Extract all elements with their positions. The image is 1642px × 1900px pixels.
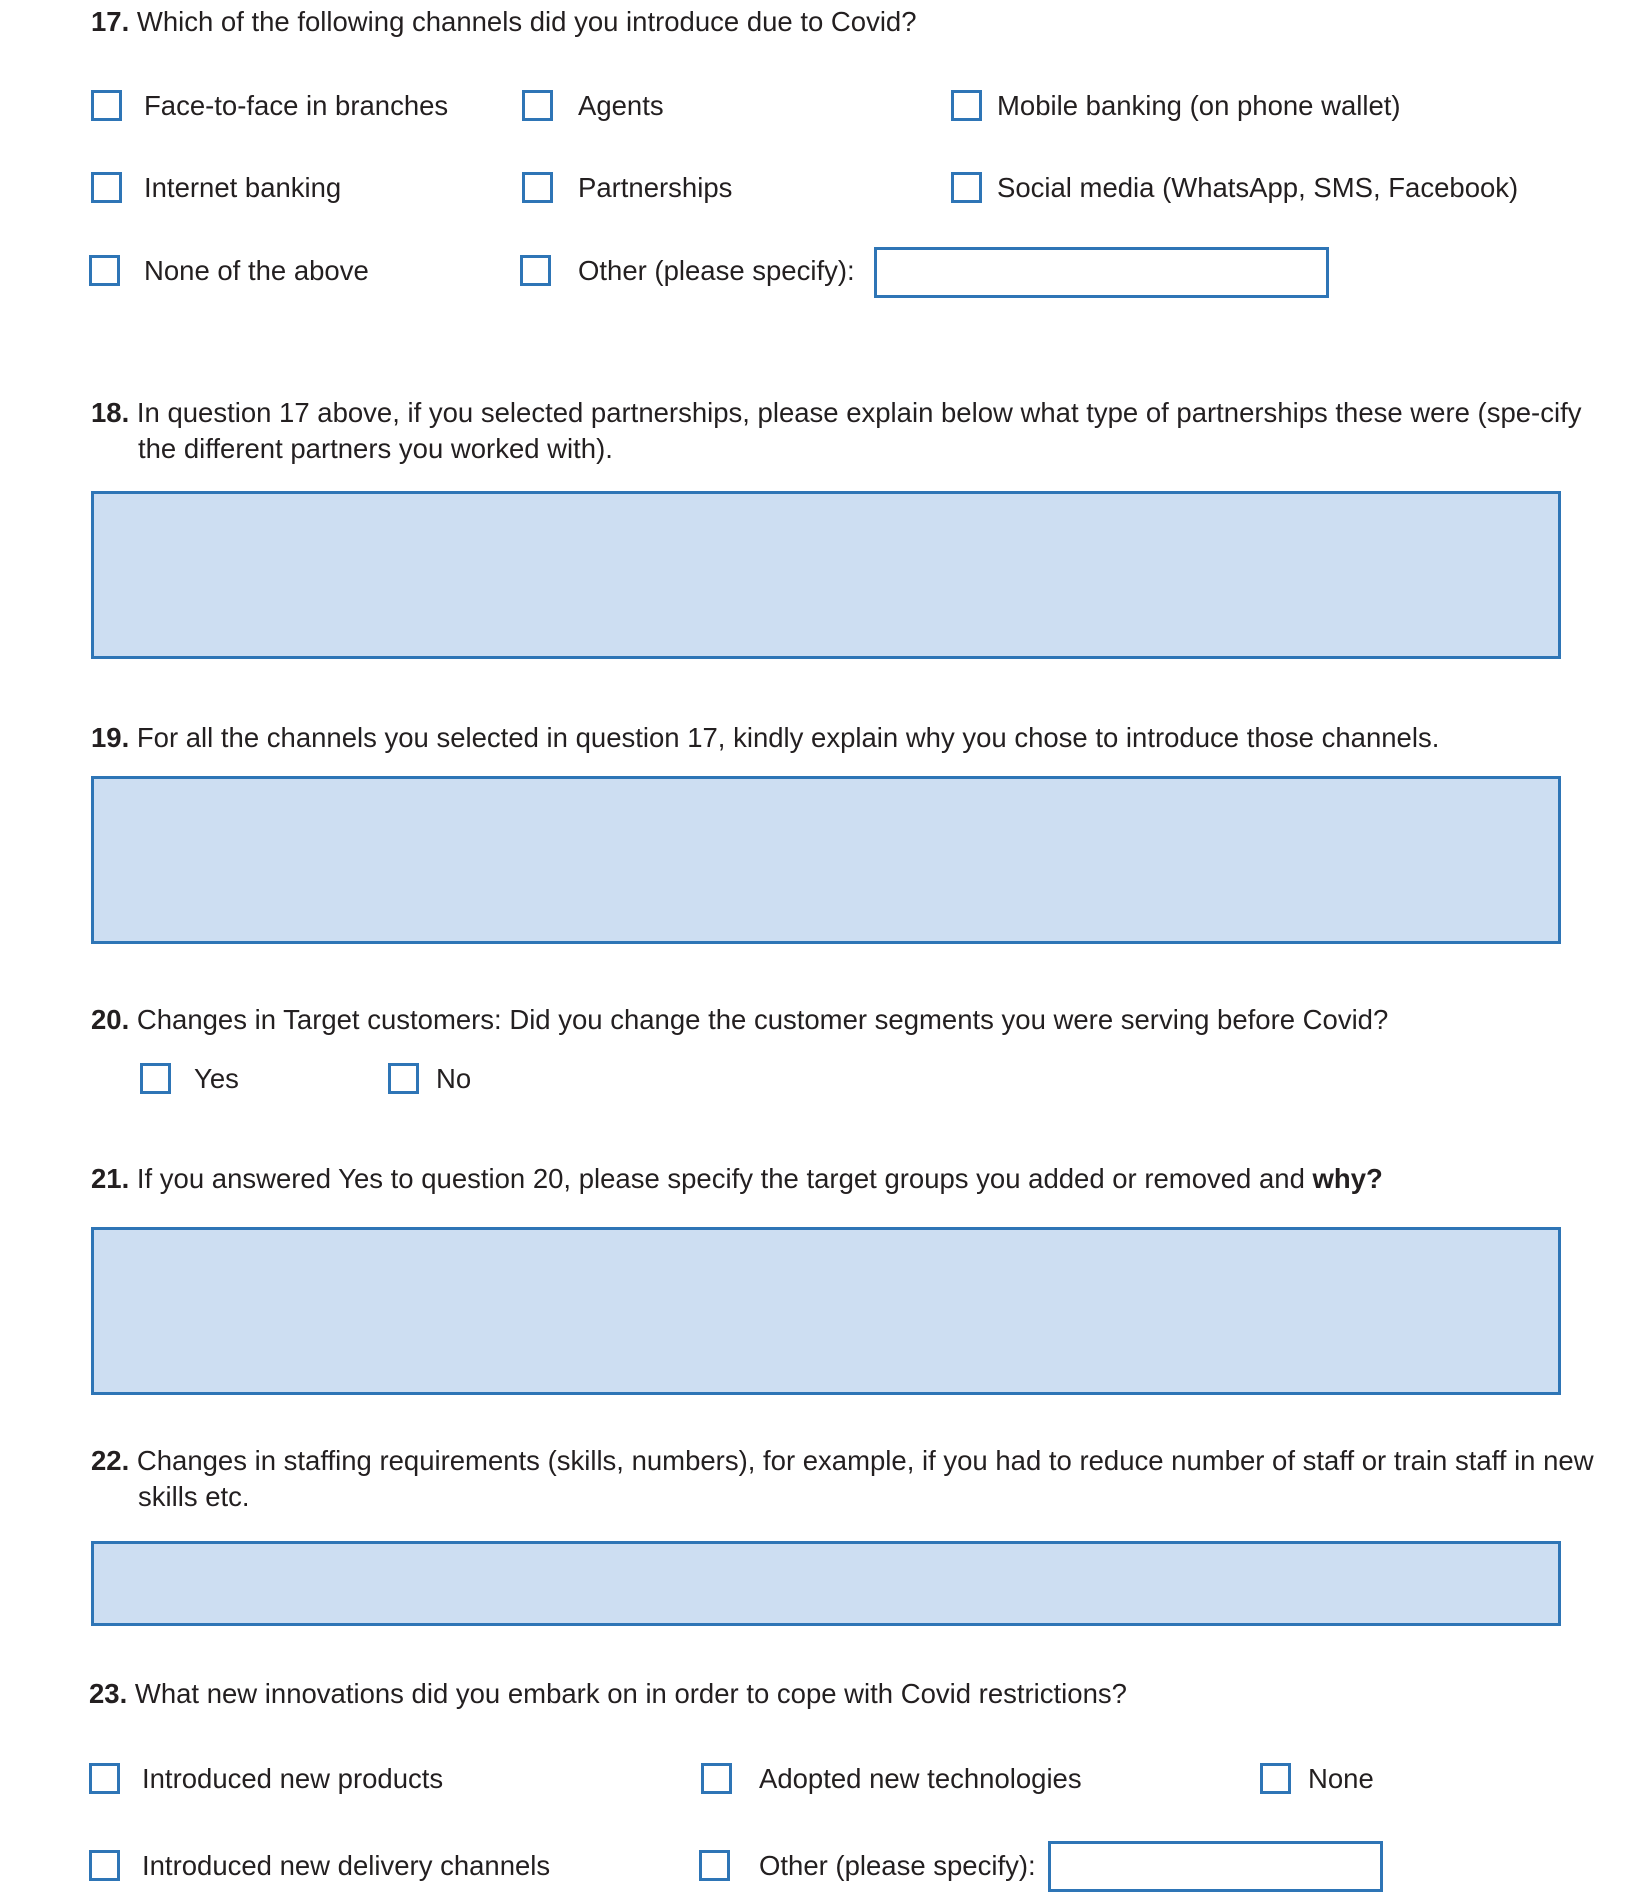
checkbox[interactable] [91,172,122,203]
channels-reason-answer-box[interactable] [91,776,1561,944]
staffing-answer-box[interactable] [91,1541,1561,1626]
question-20 [91,1002,1608,1038]
option-label: Introduced new products [142,1763,444,1794]
other-innovation-specify-input[interactable] [1048,1841,1383,1892]
question-text: What new innovations did you embark on in order to cope with Covid restrictions? [134,1678,1127,1709]
question-number: 21. [91,1163,130,1194]
question-text: If you answered Yes to question 20, please specify the target groups you added or removed and [136,1163,1305,1194]
question-text: Changes in Target customers: Did you change the customer segments you were serving before Covid? [136,1004,1389,1035]
checkbox[interactable] [91,90,122,121]
option-label: Other (please specify): [578,255,855,286]
option-label: None of the above [144,255,369,286]
checkbox[interactable] [89,1850,120,1881]
option-label: Yes [194,1063,239,1094]
question-21 [91,1161,1608,1197]
option-label: No [436,1063,472,1094]
question-18 [91,395,1608,467]
question-text: In question 17 above, if you selected partnerships, please explain below what type of partnerships these were (spe-cify the different partners you worked with). [136,397,1582,464]
target-groups-answer-box[interactable] [91,1227,1561,1395]
question-text: For all the channels you selected in question 17, kindly explain why you chose to introduce those channels. [136,722,1440,753]
checkbox[interactable] [140,1063,171,1094]
question-number: 18. [91,397,130,428]
question-text: Changes in staffing requirements (skills, numbers), for example, if you had to reduce number of staff or train staff in new skills etc. [136,1445,1594,1512]
option-label: Internet banking [144,172,342,203]
question-23 [89,1676,1606,1712]
checkbox[interactable] [1260,1763,1291,1794]
question-number: 20. [91,1004,130,1035]
option-label: Partnerships [578,172,733,203]
question-22 [91,1443,1608,1515]
checkbox[interactable] [520,255,551,286]
checkbox[interactable] [951,172,982,203]
checkbox[interactable] [699,1850,730,1881]
checkbox[interactable] [388,1063,419,1094]
option-label: Face-to-face in branches [144,90,449,121]
checkbox[interactable] [89,1763,120,1794]
question-number: 17. [91,6,130,37]
option-label: Introduced new delivery channels [142,1850,551,1881]
question-number: 22. [91,1445,130,1476]
partnerships-answer-box[interactable] [91,491,1561,659]
question-17 [91,4,1608,40]
option-label: Mobile banking (on phone wallet) [997,90,1401,121]
question-number: 23. [89,1678,128,1709]
checkbox[interactable] [951,90,982,121]
option-label: Agents [578,90,664,121]
question-19 [91,720,1608,756]
question-text: Which of the following channels did you introduce due to Covid? [136,6,917,37]
checkbox[interactable] [522,90,553,121]
option-label: None [1308,1763,1374,1794]
option-label: Other (please specify): [759,1850,1036,1881]
other-specify-input[interactable] [874,247,1329,298]
checkbox[interactable] [701,1763,732,1794]
question-emphasis: why? [1312,1163,1383,1194]
checkbox[interactable] [89,255,120,286]
checkbox[interactable] [522,172,553,203]
question-number: 19. [91,722,130,753]
option-label: Social media (WhatsApp, SMS, Facebook) [997,172,1519,203]
option-label: Adopted new technologies [759,1763,1082,1794]
